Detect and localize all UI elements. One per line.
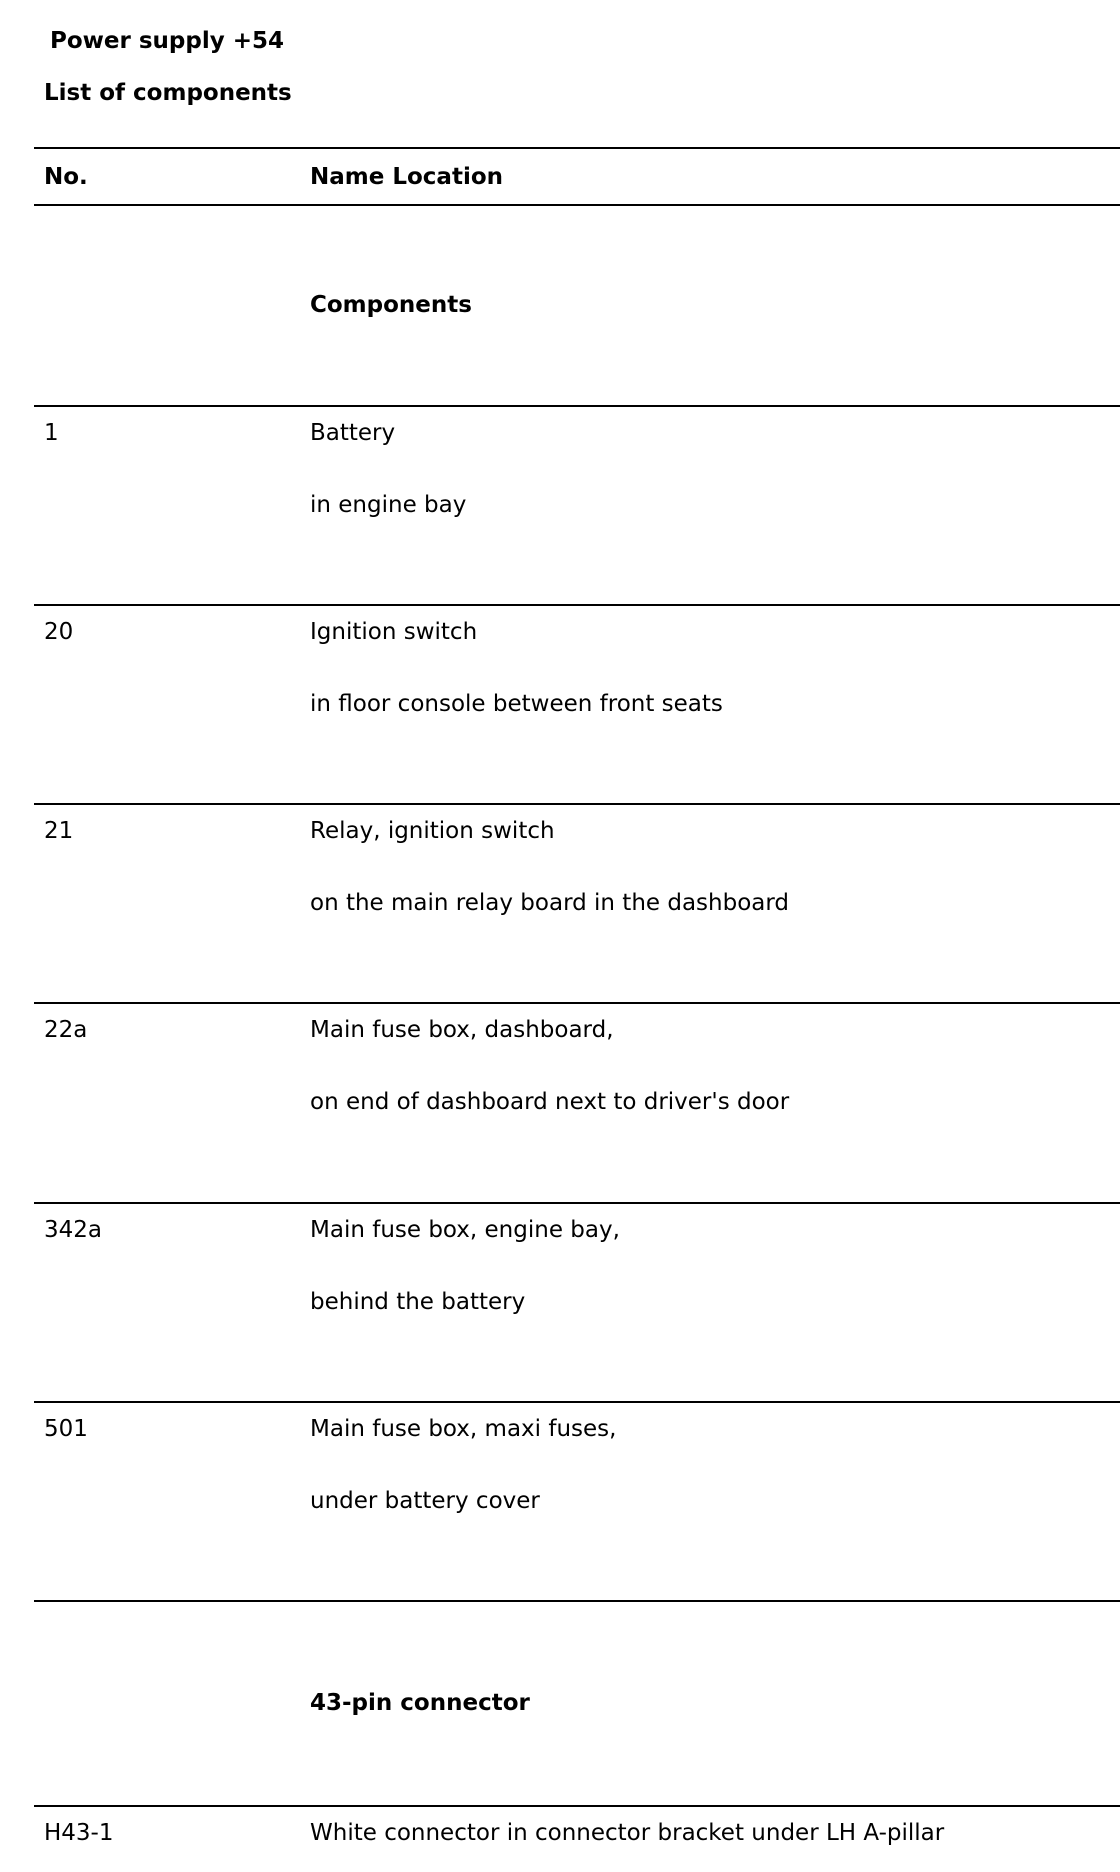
row-number: 21 <box>44 818 74 844</box>
row-divider <box>34 1002 1120 1004</box>
row-location: on end of dashboard next to driver's door <box>310 1089 790 1115</box>
row-name: Main fuse box, dashboard, <box>310 1017 614 1043</box>
row-name: Relay, ignition switch <box>310 818 555 844</box>
row-location: in engine bay <box>310 492 467 518</box>
row-divider <box>34 1202 1120 1204</box>
row-divider <box>34 803 1120 805</box>
header-bottom-rule <box>34 204 1120 206</box>
row-number: 501 <box>44 1416 88 1442</box>
section-divider <box>34 1600 1120 1602</box>
row-location: on the main relay board in the dashboard <box>310 890 790 916</box>
row-divider <box>34 1401 1120 1403</box>
column-header-no: No. <box>44 164 88 190</box>
row-name: Main fuse box, engine bay, <box>310 1217 620 1243</box>
section-heading-components: Components <box>310 292 472 318</box>
table-top-rule <box>34 147 1120 149</box>
row-name: Main fuse box, maxi fuses, <box>310 1416 617 1442</box>
row-divider <box>34 604 1120 606</box>
row-location: behind the battery <box>310 1289 526 1315</box>
row-location: under battery cover <box>310 1488 540 1514</box>
row-divider <box>34 1805 1120 1807</box>
row-divider <box>34 405 1120 407</box>
row-number: 22a <box>44 1017 88 1043</box>
row-number: H43-1 <box>44 1820 114 1846</box>
column-header-name-location: Name Location <box>310 164 504 190</box>
page-subtitle: List of components <box>44 80 292 106</box>
page-title: Power supply +54 <box>50 28 285 54</box>
row-number: 342a <box>44 1217 102 1243</box>
row-name: Battery <box>310 420 396 446</box>
section-heading-43-pin-connector: 43-pin connector <box>310 1690 530 1716</box>
row-name: Ignition switch <box>310 619 478 645</box>
row-number: 20 <box>44 619 74 645</box>
row-location: in floor console between front seats <box>310 691 723 717</box>
row-name: White connector in connector bracket under LH A-pillar <box>310 1820 945 1846</box>
row-number: 1 <box>44 420 59 446</box>
